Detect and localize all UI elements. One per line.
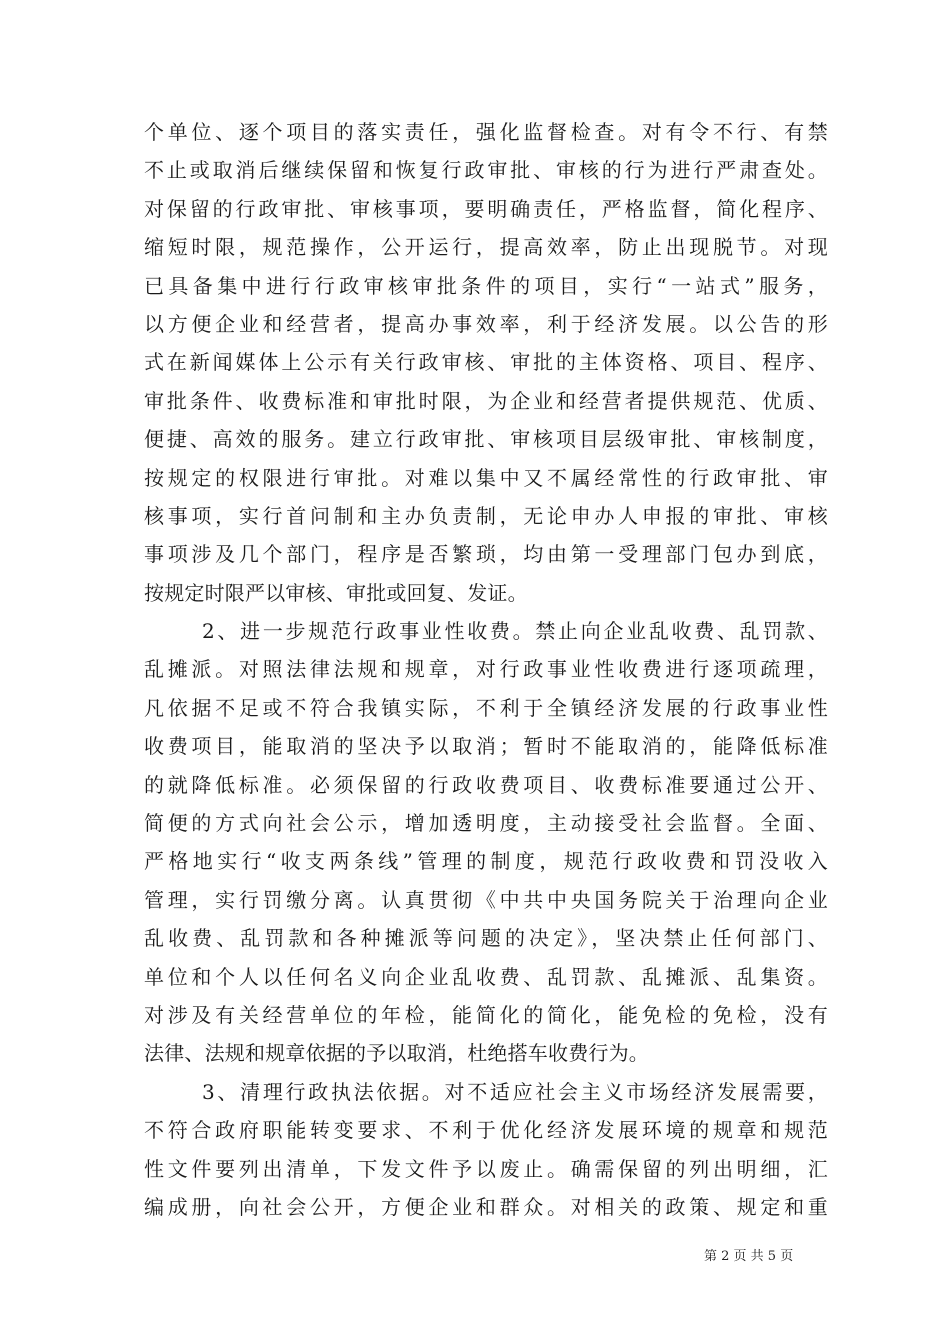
- text-line: 收费项目，能取消的坚决予以取消；暂时不能取消的，能降低标准: [144, 734, 828, 759]
- text-line: 性文件要列出清单，下发文件予以废止。确需保留的列出明细，汇: [144, 1156, 828, 1181]
- text-line: 便捷、高效的服务。建立行政审批、审核项目层级审批、审核制度，: [144, 427, 828, 452]
- text-line: 事项涉及几个部门，程序是否繁琐，均由第一受理部门包办到底，: [144, 542, 828, 567]
- text-line: 缩短时限，规范操作，公开运行，提高效率，防止出现脱节。对现: [144, 235, 828, 260]
- text-line: 单位和个人以任何名义向企业乱收费、乱罚款、乱摊派、乱集资。: [144, 964, 828, 989]
- document-body: [144, 113, 828, 1226]
- text-line: 审批条件、收费标准和审批时限，为企业和经营者提供规范、优质、: [144, 388, 828, 413]
- text-line: 按规定的权限进行审批。对难以集中又不属经常性的行政审批、审: [144, 465, 828, 490]
- text-line: 式在新闻媒体上公示有关行政审核、审批的主体资格、项目、程序、: [144, 350, 828, 375]
- text-line: 乱收费、乱罚款和各种摊派等问题的决定》，坚决禁止任何部门、: [144, 926, 828, 951]
- text-line: 不符合政府职能转变要求、不利于优化经济发展环境的规章和规范: [144, 1118, 828, 1143]
- text-line: 核事项，实行首问制和主办负责制，无论申办人申报的审批、审核: [144, 503, 828, 528]
- text-line: 凡依据不足或不符合我镇实际，不利于全镇经济发展的行政事业性: [144, 695, 828, 720]
- text-line: 严格地实行“收支两条线”管理的制度，规范行政收费和罚没收入: [144, 849, 828, 874]
- text-line: 法律、法规和规章依据的予以取消，杜绝搭车收费行为。: [144, 1041, 649, 1066]
- text-line: 对涉及有关经营单位的年检，能简化的简化，能免检的免检，没有: [144, 1002, 828, 1027]
- text-line: 3、清理行政执法依据。对不适应社会主义市场经济发展需要，: [202, 1079, 828, 1104]
- text-line: 按规定时限严以审核、审批或回复、发证。: [144, 580, 528, 605]
- text-line: 的就降低标准。必须保留的行政收费项目、收费标准要通过公开、: [144, 772, 828, 797]
- text-line: 编成册，向社会公开，方便企业和群众。对相关的政策、规定和重: [144, 1194, 828, 1219]
- text-line: 管理，实行罚缴分离。认真贯彻《中共中央国务院关于治理向企业: [144, 887, 828, 912]
- text-line: 乱摊派。对照法律法规和规章，对行政事业性收费进行逐项疏理，: [144, 657, 828, 682]
- text-line: 简便的方式向社会公示，增加透明度，主动接受社会监督。全面、: [144, 811, 828, 836]
- text-line: 个单位、逐个项目的落实责任，强化监督检查。对有令不行、有禁: [144, 120, 828, 144]
- text-line: 以方便企业和经营者，提高办事效率，利于经济发展。以公告的形: [144, 311, 828, 336]
- text-line: 2、进一步规范行政事业性收费。禁止向企业乱收费、乱罚款、: [202, 619, 828, 644]
- text-line: 已具备集中进行行政审核审批条件的项目，实行“一站式”服务，: [144, 273, 828, 298]
- page-number: 第 2 页 共 5 页: [704, 1249, 794, 1264]
- text-line: 对保留的行政审批、审核事项，要明确责任，严格监督，简化程序、: [144, 196, 828, 221]
- text-line: 不止或取消后继续保留和恢复行政审批、审核的行为进行严肃查处。: [144, 158, 828, 183]
